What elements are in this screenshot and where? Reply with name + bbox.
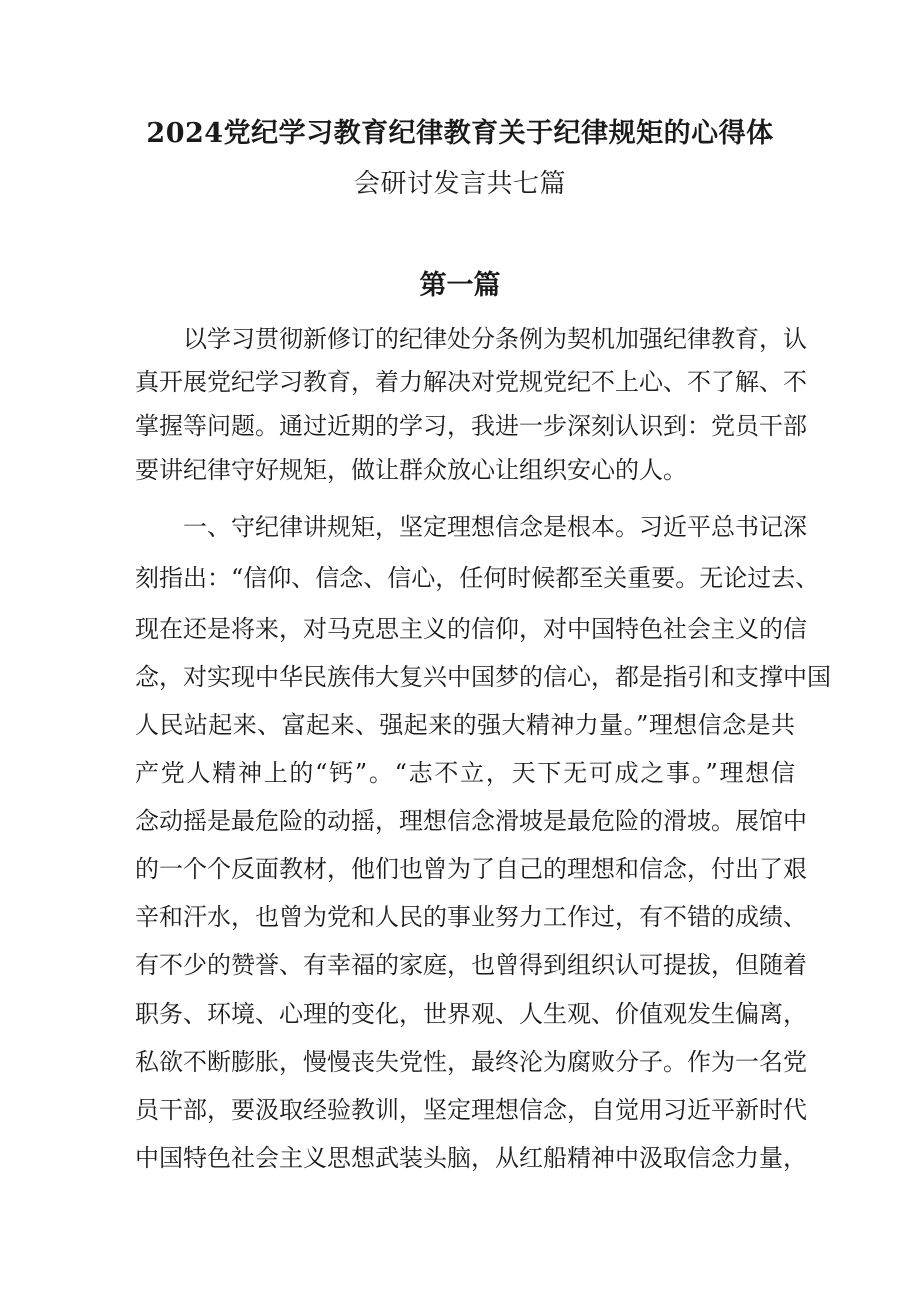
paragraph-line: 的一个个反面教材，他们也曾为了自己的理想和信念，付出了艰 — [135, 855, 807, 883]
paragraph-line: 职务、环境、心理的变化，世界观、人生观、价值观发生偏离， — [135, 1000, 807, 1028]
paragraph-line: 私欲不断膨胀，慢慢丧失党性，最终沦为腐败分子。作为一名党 — [135, 1048, 807, 1076]
paragraph-line: 真开展党纪学习教育，着力解决对党规党纪不上心、不了解、不 — [135, 368, 807, 396]
paragraph-line: 辛和汗水，也曾为党和人民的事业努力工作过，有不错的成绩、 — [135, 903, 807, 931]
section-heading: 第一篇 — [419, 270, 501, 301]
paragraph-line: 中国特色社会主义思想武装头脑，从红船精神中汲取信念力量， — [135, 1144, 807, 1172]
document-title-line-1: 2024党纪学习教育纪律教育关于纪律规矩的心得体 — [146, 118, 774, 149]
paragraph-line: 以学习贯彻新修订的纪律处分条例为契机加强纪律教育，认 — [183, 325, 807, 353]
paragraph-line: 要讲纪律守好规矩，做让群众放心让组织安心的人。 — [135, 456, 687, 484]
paragraph-line: 念动摇是最危险的动摇，理想信念滑坡是最危险的滑坡。展馆中 — [135, 807, 807, 835]
paragraph-line: 人民站起来、富起来、强起来的强大精神力量。”理想信念是共 — [135, 711, 795, 739]
paragraph-line: 产党人精神上的“钙”。“志不立，天下无可成之事。”理想信 — [135, 759, 795, 787]
paragraph-line: 有不少的赞誉、有幸福的家庭，也曾得到组织认可提拔，但随着 — [135, 951, 807, 979]
paragraph-line: 掌握等问题。通过近期的学习，我进一步深刻认识到：党员干部 — [135, 412, 807, 440]
paragraph-line: 员干部，要汲取经验教训，坚定理想信念，自觉用习近平新时代 — [135, 1096, 807, 1124]
paragraph-line: 一、守纪律讲规矩，坚定理想信念是根本。习近平总书记深 — [183, 513, 807, 541]
paragraph-line: 念，对实现中华民族伟大复兴中国梦的信心，都是指引和支撑中国 — [135, 663, 831, 691]
paragraph-line: 现在还是将来，对马克思主义的信仰，对中国特色社会主义的信 — [135, 615, 807, 643]
document-title-line-2: 会研讨发言共七篇 — [353, 169, 566, 199]
paragraph-line: 刻指出：“信仰、信念、信心，任何时候都至关重要。无论过去、 — [135, 564, 820, 592]
